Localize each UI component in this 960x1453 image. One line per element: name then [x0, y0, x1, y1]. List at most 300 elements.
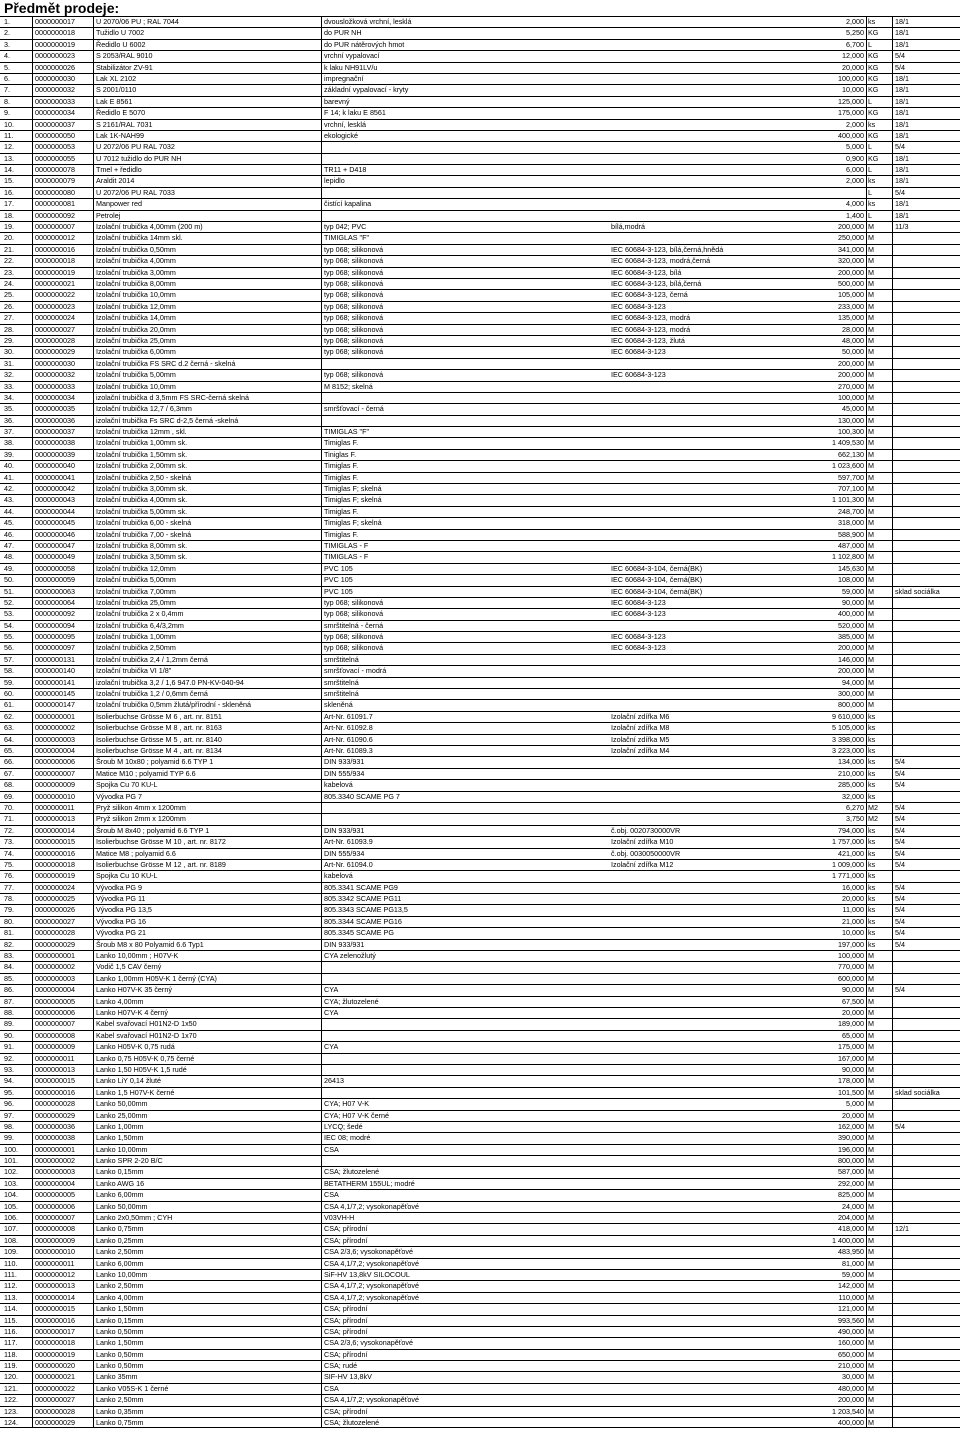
item-spec-extra — [611, 769, 811, 779]
item-code: 0000000002 — [32, 723, 94, 733]
item-unit: M — [867, 404, 893, 414]
table-row — [0, 1280, 960, 1291]
row-number: 87. — [4, 996, 14, 1006]
item-unit: L — [867, 165, 893, 175]
item-quantity: 6,270 — [795, 803, 867, 813]
item-quantity: 480,000 — [795, 1384, 867, 1394]
item-unit: M — [867, 1156, 893, 1166]
item-note: 11/3 — [895, 222, 909, 232]
item-spec: typ 068; silikonová — [321, 609, 611, 619]
item-note — [895, 575, 960, 585]
item-code: 0000000017 — [32, 17, 94, 27]
item-unit: KG — [867, 108, 893, 118]
item-unit: M — [867, 678, 893, 688]
table-row — [0, 859, 960, 870]
item-spec-extra: IEC 60684-3-123 — [611, 301, 666, 311]
item-spec: Timiglas F; skelná — [321, 518, 611, 528]
item-spec — [321, 1088, 611, 1098]
row-number: 97. — [4, 1110, 14, 1120]
item-name: Lanko 50,00mm — [93, 1099, 321, 1109]
item-spec: CSA; přírodní — [321, 1224, 611, 1234]
item-code: 0000000024 — [32, 313, 94, 323]
item-note: 5/4 — [895, 51, 905, 61]
item-spec: smrštitelná — [321, 689, 611, 699]
item-note — [895, 495, 960, 505]
table-row — [0, 586, 960, 597]
item-spec: Art-Nr. 61091.7 — [321, 712, 611, 722]
item-spec: TIMIGLAS - F — [321, 541, 611, 551]
table-row — [0, 1269, 960, 1280]
item-name: Izolační trubička 6,00mm — [93, 347, 321, 357]
item-spec: CSA; přírodní — [321, 1327, 611, 1337]
item-name: Lanko 1,00mm H05V-K 1 černý (CYA) — [93, 974, 321, 984]
item-quantity: 175,000 — [795, 108, 867, 118]
row-number: 92. — [4, 1053, 14, 1063]
item-quantity: 20,000 — [795, 1111, 867, 1121]
table-row — [0, 437, 960, 448]
item-spec-extra: č.obj. 0020730000VR — [611, 825, 681, 835]
item-spec: skleněná — [321, 700, 611, 710]
item-name: Manpower red — [93, 199, 321, 209]
item-spec: lepidlo — [321, 176, 611, 186]
item-spec: základní vypalovací - kryty — [321, 85, 611, 95]
item-note — [895, 302, 960, 312]
item-quantity: 94,000 — [795, 678, 867, 688]
table-row — [0, 996, 960, 1007]
item-note — [895, 552, 960, 562]
item-name: Petrolej — [93, 211, 321, 221]
item-unit: L — [867, 188, 893, 198]
item-spec-extra — [611, 1202, 811, 1212]
item-spec-extra — [611, 74, 811, 84]
row-number: 10. — [4, 119, 14, 129]
table-row — [0, 1132, 960, 1143]
item-spec: 26413 — [321, 1076, 611, 1086]
item-unit: M — [867, 1122, 893, 1132]
item-code: 0000000043 — [32, 495, 94, 505]
item-note — [895, 507, 960, 517]
item-note: 5/4 — [895, 1121, 905, 1131]
item-quantity: 48,000 — [795, 336, 867, 346]
item-quantity: 20,000 — [795, 894, 867, 904]
item-code: 0000000008 — [32, 1031, 94, 1041]
item-quantity: 145,630 — [795, 564, 867, 574]
item-spec: DIN 933/931 — [321, 826, 611, 836]
item-note: 5/4 — [895, 62, 905, 72]
row-number: 22. — [4, 256, 14, 266]
table-row — [0, 221, 960, 232]
table-row — [0, 39, 960, 50]
item-code: 0000000081 — [32, 199, 94, 209]
item-note — [895, 1270, 960, 1280]
item-name: Izolační trubička 1,2 / 0,6mm černá — [93, 689, 321, 699]
table-row — [0, 1315, 960, 1326]
item-quantity: 200,000 — [795, 222, 867, 232]
item-name: Lanko 10,00mm — [93, 1145, 321, 1155]
item-name: Lanko H05V-K 0,75 rudá — [93, 1042, 321, 1052]
item-unit: KG — [867, 154, 893, 164]
row-number: 75. — [4, 859, 14, 869]
item-name: Lanko 0,15mm — [93, 1316, 321, 1326]
item-quantity: 32,000 — [795, 792, 867, 802]
item-quantity: 167,000 — [795, 1054, 867, 1064]
item-code: 0000000007 — [32, 1019, 94, 1029]
item-unit: ks — [867, 928, 893, 938]
item-spec-extra — [611, 382, 811, 392]
item-spec — [321, 1054, 611, 1064]
row-number: 32. — [4, 370, 14, 380]
row-number: 101. — [4, 1156, 18, 1166]
item-note: 5/4 — [895, 768, 905, 778]
table-row — [0, 1018, 960, 1029]
item-quantity: 1 009,000 — [795, 860, 867, 870]
item-quantity: 318,000 — [795, 518, 867, 528]
item-code: 0000000023 — [32, 302, 94, 312]
item-name: Lak E 8561 — [93, 97, 321, 107]
item-note: 18/1 — [895, 210, 909, 220]
item-unit: M — [867, 279, 893, 289]
item-code: 0000000094 — [32, 621, 94, 631]
item-spec: typ 068; silikonová — [321, 256, 611, 266]
item-name: Vývodka PG 7 — [93, 792, 321, 802]
row-number: 44. — [4, 506, 14, 516]
item-name: Lanko AWG 16 — [93, 1179, 321, 1189]
table-row — [0, 73, 960, 84]
item-name: Lanko 25,00mm — [93, 1111, 321, 1121]
item-unit: M — [867, 1281, 893, 1291]
item-name: izolační trubička Fs SRC d-2,5 černá -skelná — [93, 416, 321, 426]
item-spec-extra — [611, 359, 811, 369]
table-row — [0, 289, 960, 300]
item-code: 0000000040 — [32, 461, 94, 471]
item-unit: M2 — [867, 803, 893, 813]
item-unit: M — [867, 643, 893, 653]
item-spec: typ 068; silikonová — [321, 302, 611, 312]
item-code: 0000000016 — [32, 1088, 94, 1098]
item-note: 5/4 — [895, 837, 905, 847]
row-number: 104. — [4, 1190, 18, 1200]
item-spec-extra — [611, 108, 811, 118]
item-spec-extra: Izolační zdířka M12 — [611, 859, 674, 869]
item-quantity: 135,000 — [795, 313, 867, 323]
item-note — [895, 404, 960, 414]
item-unit: M — [867, 461, 893, 471]
item-note — [895, 1054, 960, 1064]
item-quantity: 1 771,000 — [795, 871, 867, 881]
item-spec-extra — [611, 1190, 811, 1200]
item-name: Lanko 1,50mm — [93, 1338, 321, 1348]
row-number: 23. — [4, 267, 14, 277]
item-note — [895, 530, 960, 540]
item-name: Lanko 0,15mm — [93, 1167, 321, 1177]
item-spec: smršťovací - černá — [321, 404, 611, 414]
item-unit: M — [867, 1247, 893, 1257]
item-code: 0000000003 — [32, 974, 94, 984]
item-code: 0000000047 — [32, 541, 94, 551]
item-unit: M — [867, 655, 893, 665]
item-spec-extra — [611, 689, 811, 699]
item-quantity: 4,000 — [795, 199, 867, 209]
table-row — [0, 836, 960, 847]
item-name: Lanko 4,00mm — [93, 1293, 321, 1303]
item-quantity: 1 203,540 — [795, 1407, 867, 1417]
table-row — [0, 529, 960, 540]
item-name: Izolační trubička 7,00mm — [93, 587, 321, 597]
item-name: Ředidlo E 5070 — [93, 108, 321, 118]
item-unit: M — [867, 347, 893, 357]
item-quantity: 5 105,000 — [795, 723, 867, 733]
item-name: Izolační trubička 14,0mm — [93, 313, 321, 323]
item-unit: M — [867, 1202, 893, 1212]
item-spec: do PUR NH — [321, 28, 611, 38]
item-code: 0000000019 — [32, 40, 94, 50]
item-spec: LYCQ; šedé — [321, 1122, 611, 1132]
item-name: Lanko 0,75mm — [93, 1418, 321, 1427]
item-code: 0000000029 — [32, 347, 94, 357]
item-unit: M — [867, 1293, 893, 1303]
item-note — [895, 1065, 960, 1075]
item-spec-extra — [611, 803, 811, 813]
item-unit: KG — [867, 74, 893, 84]
table-row — [0, 244, 960, 255]
item-note — [895, 1099, 960, 1109]
item-name: Lanko SPR 2-20 B/C — [93, 1156, 321, 1166]
table-row — [0, 893, 960, 904]
item-code: 0000000032 — [32, 370, 94, 380]
item-spec-extra: Izolační zdířka M5 — [611, 734, 670, 744]
item-code: 0000000131 — [32, 655, 94, 665]
item-spec: TIMIGLAS "F" — [321, 233, 611, 243]
item-unit: ks — [867, 120, 893, 130]
row-number: 86. — [4, 985, 14, 995]
item-unit: M — [867, 1384, 893, 1394]
item-unit: L — [867, 211, 893, 221]
item-unit: M — [867, 1372, 893, 1382]
item-code: 0000000016 — [32, 245, 94, 255]
item-note — [895, 621, 960, 631]
row-number: 89. — [4, 1019, 14, 1029]
item-unit: ks — [867, 712, 893, 722]
item-code: 0000000009 — [32, 1042, 94, 1052]
item-spec: čistící kapalina — [321, 199, 611, 209]
item-name: Lanko 6,00mm — [93, 1190, 321, 1200]
item-code: 0000000029 — [32, 1111, 94, 1121]
item-spec-extra — [611, 530, 811, 540]
item-note — [895, 1395, 960, 1405]
item-quantity: 196,000 — [795, 1145, 867, 1155]
item-note — [895, 689, 960, 699]
item-quantity: 390,000 — [795, 1133, 867, 1143]
item-note — [895, 1304, 960, 1314]
table-row — [0, 1064, 960, 1075]
item-code: 0000000019 — [32, 1350, 94, 1360]
table-row — [0, 551, 960, 562]
item-quantity: 90,000 — [795, 598, 867, 608]
item-unit: L — [867, 97, 893, 107]
item-spec: 805.3343 SCAME PG13,5 — [321, 905, 611, 915]
item-quantity: 385,000 — [795, 632, 867, 642]
item-spec-extra — [611, 17, 811, 27]
item-spec: CSA; přírodní — [321, 1304, 611, 1314]
item-spec-extra — [611, 1145, 811, 1155]
item-code: 0000000033 — [32, 97, 94, 107]
item-spec — [321, 1019, 611, 1029]
item-name: S 2053/RAL 9010 — [93, 51, 321, 61]
item-name: Izolační trubička 2,00mm sk. — [93, 461, 321, 471]
item-unit: M — [867, 609, 893, 619]
table-row — [0, 506, 960, 517]
item-unit: ks — [867, 940, 893, 950]
item-quantity: 200,000 — [795, 1395, 867, 1405]
row-number: 109. — [4, 1247, 18, 1257]
item-spec-extra — [611, 883, 811, 893]
item-code: 0000000029 — [32, 1418, 94, 1427]
table-row — [0, 1201, 960, 1212]
row-number: 72. — [4, 825, 14, 835]
row-number: 110. — [4, 1258, 18, 1268]
item-quantity: 520,000 — [795, 621, 867, 631]
item-spec: CYA; H07 V-K černé — [321, 1111, 611, 1121]
item-code: 0000000008 — [32, 1224, 94, 1234]
item-spec-extra — [611, 1122, 811, 1132]
item-spec: TR11 + D418 — [321, 165, 611, 175]
item-spec-extra: IEC 60684-3-104, černá(BK) — [611, 586, 703, 596]
item-unit: M — [867, 1316, 893, 1326]
item-spec-extra — [611, 962, 811, 972]
table-row — [0, 141, 960, 152]
item-spec-extra — [611, 905, 811, 915]
table-row — [0, 665, 960, 676]
item-unit: M — [867, 587, 893, 597]
item-unit: M — [867, 450, 893, 460]
item-spec-extra — [611, 1247, 811, 1257]
item-note — [895, 233, 960, 243]
item-spec: Art-Nr. 61090.6 — [321, 735, 611, 745]
item-code: 0000000019 — [32, 871, 94, 881]
row-number: 112. — [4, 1281, 18, 1291]
item-note — [895, 792, 960, 802]
item-unit: M — [867, 632, 893, 642]
item-name: Izolační trubička 3,50mm sk. — [93, 552, 321, 562]
item-name: Pryž silikon 4mm x 1200mm — [93, 803, 321, 813]
item-code: 0000000038 — [32, 1133, 94, 1143]
table-row — [0, 96, 960, 107]
item-spec-extra: bílá,modrá — [611, 222, 645, 232]
table-row — [0, 483, 960, 494]
item-note: 18/1 — [895, 165, 909, 175]
table-row — [0, 460, 960, 471]
item-code: 0000000015 — [32, 837, 94, 847]
item-quantity: 5,000 — [795, 1099, 867, 1109]
row-number: 43. — [4, 495, 14, 505]
table-row — [0, 973, 960, 984]
item-note — [895, 962, 960, 972]
item-unit: M — [867, 256, 893, 266]
table-row — [0, 608, 960, 619]
item-note: 5/4 — [895, 916, 905, 926]
item-spec: PVC 105 — [321, 564, 611, 574]
item-spec: kabelová — [321, 871, 611, 881]
item-spec: IEC 08; modré — [321, 1133, 611, 1143]
row-number: 59. — [4, 677, 14, 687]
item-name: Izolační trubička 5,00mm — [93, 575, 321, 585]
item-note — [895, 279, 960, 289]
item-quantity: 248,700 — [795, 507, 867, 517]
table-row — [0, 1166, 960, 1177]
row-number: 31. — [4, 358, 14, 368]
table-row — [0, 1303, 960, 1314]
table-row — [0, 950, 960, 961]
item-name: Vývodka PG 16 — [93, 917, 321, 927]
item-spec-extra — [611, 1395, 811, 1405]
table-row — [0, 346, 960, 357]
item-note: 5/4 — [895, 928, 905, 938]
item-spec: smršťovací - modrá — [321, 666, 611, 676]
item-note — [895, 256, 960, 266]
item-quantity: 588,900 — [795, 530, 867, 540]
row-number: 53. — [4, 609, 14, 619]
row-number: 95. — [4, 1087, 14, 1097]
item-spec-extra: IEC 60684-3-104, černá(BK) — [611, 575, 703, 585]
item-unit: M — [867, 1111, 893, 1121]
item-note: 18/1 — [895, 153, 909, 163]
item-unit: M — [867, 985, 893, 995]
item-name: Vývodka PG 9 — [93, 883, 321, 893]
item-spec: SIF-HV 13,8kV — [321, 1372, 611, 1382]
table-row — [0, 1326, 960, 1337]
table-row — [0, 939, 960, 950]
table-row — [0, 50, 960, 61]
row-number: 116. — [4, 1326, 18, 1336]
item-spec-extra: IEC 60684-3-123, modrá — [611, 313, 691, 323]
item-spec-extra: IEC 60684-3-123 — [611, 370, 666, 380]
row-number: 124. — [4, 1418, 18, 1428]
item-code: 0000000059 — [32, 575, 94, 585]
item-spec-extra — [611, 1042, 811, 1052]
item-quantity: 200,000 — [795, 666, 867, 676]
item-note — [895, 1111, 960, 1121]
item-code: 0000000014 — [32, 826, 94, 836]
table-row — [0, 791, 960, 802]
table-row — [0, 927, 960, 938]
item-name: Izolační trubička 12,0mm — [93, 302, 321, 312]
item-name: Lanko 1,00mm — [93, 1122, 321, 1132]
item-spec: Art-Nr. 61089.3 — [321, 746, 611, 756]
item-note: 5/4 — [895, 187, 905, 197]
item-unit: M — [867, 689, 893, 699]
item-note — [895, 1236, 960, 1246]
row-number: 18. — [4, 210, 14, 220]
page-title: Předmět prodeje: — [4, 0, 120, 16]
item-quantity: 125,000 — [795, 97, 867, 107]
table-row — [0, 62, 960, 73]
item-note — [895, 655, 960, 665]
item-name: Izolační trubička 3,00mm sk. — [93, 484, 321, 494]
item-note: 5/4 — [895, 757, 905, 767]
item-quantity: 400,000 — [795, 609, 867, 619]
item-unit: ks — [867, 769, 893, 779]
item-spec-extra: IEC 60684-3-123, modrá,černá — [611, 256, 711, 266]
item-code: 0000000001 — [32, 712, 94, 722]
item-spec-extra — [611, 1384, 811, 1394]
item-name: Izolační trubička 25,0mm — [93, 598, 321, 608]
item-quantity: 707,100 — [795, 484, 867, 494]
item-quantity: 178,000 — [795, 1076, 867, 1086]
item-unit: M — [867, 268, 893, 278]
item-spec-extra — [611, 1350, 811, 1360]
item-spec-extra — [611, 1111, 811, 1121]
item-spec: CSA 4,1/7,2; vysokonapěťové — [321, 1259, 611, 1269]
